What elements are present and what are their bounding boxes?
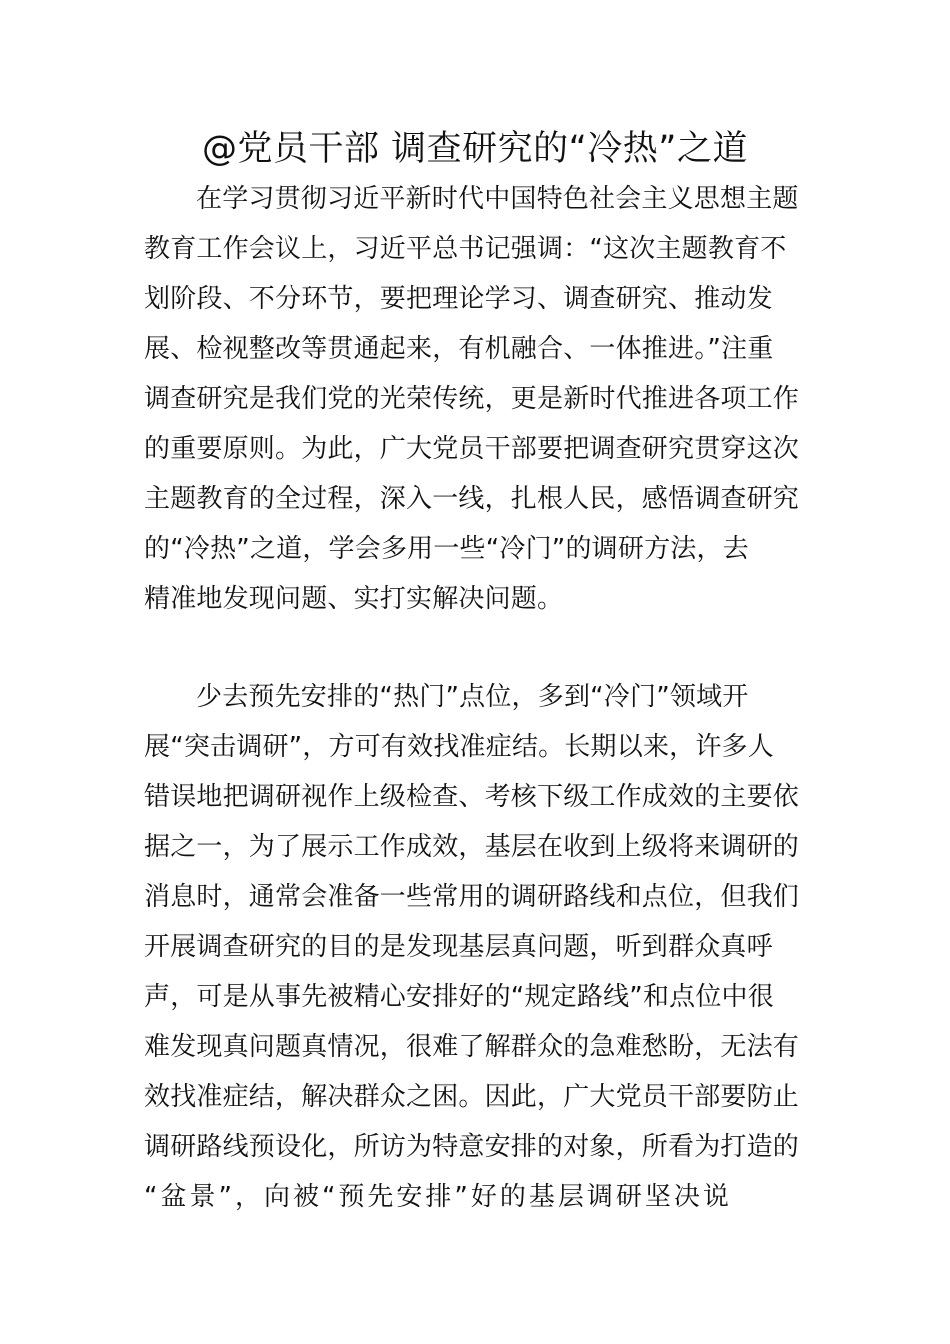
paragraph-1-line-3: 划阶段、不分环节，要把理论学习、调查研究、推动发	[144, 284, 773, 314]
paragraph-2-line-4: 据之一，为了展示工作成效，基层在收到上级将来调研的	[144, 832, 800, 862]
paragraph-1-line-4: 展、检视整改等贯通起来，有机融合、一体推进。”注重	[144, 334, 774, 364]
paragraph-2-line-5: 消息时，通常会准备一些常用的调研路线和点位，但我们	[144, 882, 800, 912]
paragraph-1-line-6: 的重要原则。为此，广大党员干部要把调查研究贯穿这次	[144, 434, 800, 464]
paragraph-1-line-9: 精准地发现问题、实打实解决问题。	[144, 584, 564, 614]
paragraph-1-line-8: 的“冷热”之道，学会多用一些“冷门”的调研方法，去	[144, 534, 749, 564]
paragraph-1-line-7: 主题教育的全过程，深入一线，扎根人民，感悟调查研究	[144, 484, 800, 514]
paragraph-2-line-10: 调研路线预设化，所访为特意安排的对象，所看为打造的	[144, 1132, 800, 1162]
paragraph-2-line-2: 展“突击调研”，方可有效找准症结。长期以来，许多人	[144, 732, 774, 762]
paragraph-2-line-8: 难发现真问题真情况，很难了解群众的急难愁盼，无法有	[144, 1032, 800, 1062]
paragraph-1-line-5: 调查研究是我们党的光荣传统，更是新时代推进各项工作	[144, 384, 800, 414]
paragraph-1-line-1: 在学习贯彻习近平新时代中国特色社会主义思想主题	[196, 184, 799, 214]
paragraph-2-line-1: 少去预先安排的“热门”点位，多到“冷门”领域开	[196, 682, 749, 712]
paragraph-2-line-9: 效找准症结，解决群众之困。因此，广大党员干部要防止	[144, 1082, 800, 1112]
paragraph-1-line-2: 教育工作会议上，习近平总书记强调：“这次主题教育不	[144, 234, 787, 264]
paragraph-2-line-7: 声，可是从事先被精心安排好的“规定路线”和点位中很	[144, 982, 774, 1012]
paragraph-2-line-3: 错误地把调研视作上级检查、考核下级工作成效的主要依	[144, 782, 800, 812]
paragraph-2-line-6: 开展调查研究的目的是发现基层真问题，听到群众真呼	[144, 932, 773, 962]
paragraph-2-line-11: “盆景”，向被“预先安排”好的基层调研坚决说	[144, 1182, 732, 1212]
document-title: @党员干部 调查研究的“冷热”之道	[202, 129, 748, 169]
